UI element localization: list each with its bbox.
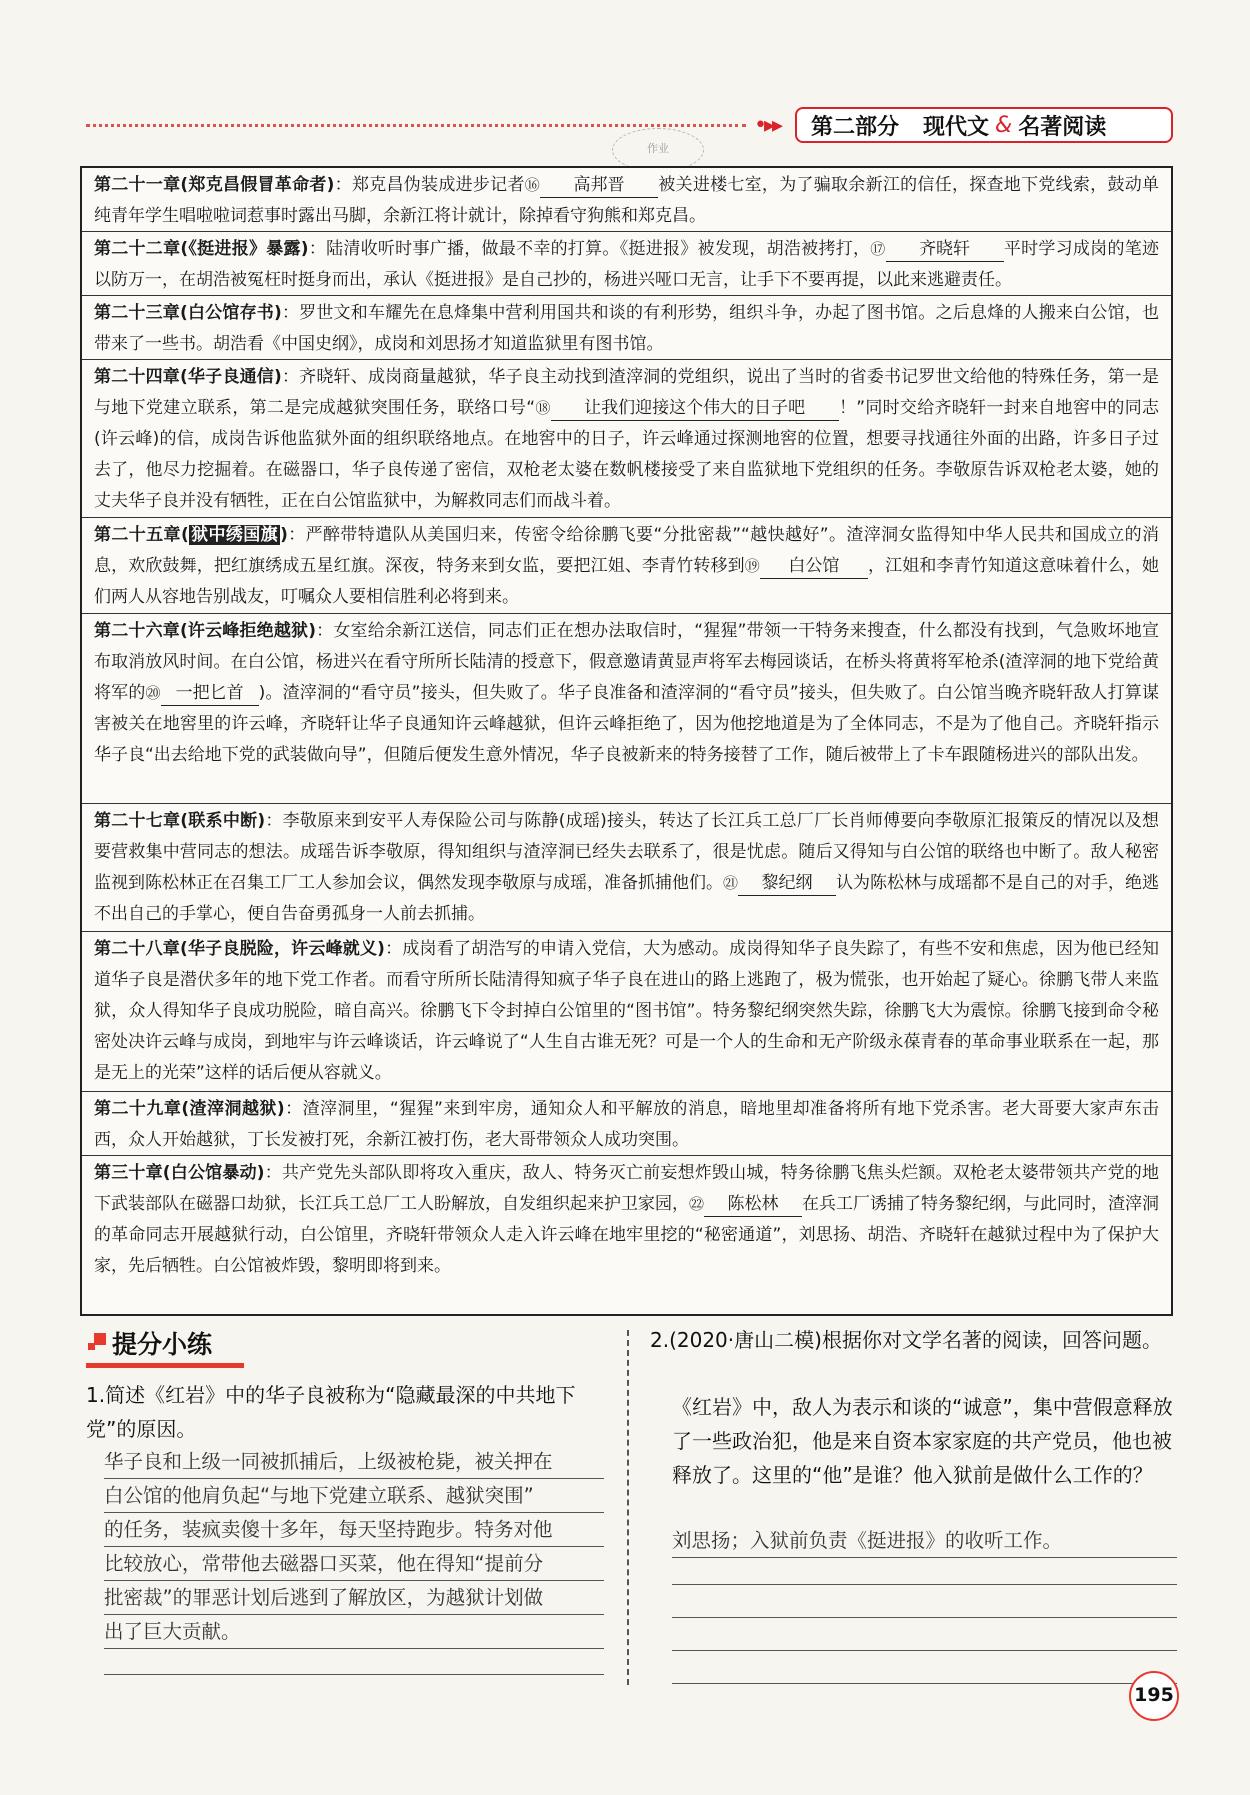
heading-square-icon	[88, 1343, 95, 1350]
chapter-title: 第二十八章(华子良脱险，许云峰就义)	[94, 939, 385, 959]
chapter-row-21: 第二十一章(郑克昌假冒革命者)：郑克昌伪装成进步记者⑯ 高邦晋 被关进楼七室，为了骗取余新江的信任，探查地下党线索，鼓动单纯青年学生唱啦啦词惹事时露出马脚，余新江将计就计，除掉看守狗熊和郑克昌。	[82, 168, 1171, 232]
answer-line: 的任务，装疯卖傻十多年，每天坚持跑步。特务对他	[104, 1513, 604, 1547]
answer-line: 比较放心，常带他去磁器口买菜，他在得知“提前分	[104, 1547, 604, 1581]
chapter-title: 第二十九章(渣滓洞越狱)	[94, 1099, 285, 1119]
chapter-row-26: 第二十六章(许云峰拒绝越狱)：女室给余新江送信，同志们正在想办法取信时，“猩猩”带领一干特务来搜查，什么都没有找到，气急败坏地宣布取消放风时间。在白公馆，杨进兴在看守所所长陆清的授意下，假意邀请黄显声将军去梅园谈话，在桥头将黄将军枪杀(渣滓洞的地下党给黄将军的⑳ 一把匕首 )。渣滓洞的“看守员”接头，但失败了。华子良准备和渣滓洞的“看守员”接头，但失败了。白公馆当晚齐晓轩敌人打算谋害被关在地窖里的许云峰，齐晓轩让华子良通知许云峰越狱，但许云峰拒绝了，因为他挖地道是为了全体同志，不是为了他自己。齐晓轩指示华子良“出去给地下党的武装做向导”，但随后便发生意外情况，华子良被新来的特务接替了工作，随后被带上了卡车跟随杨进兴的部队出发。	[82, 614, 1171, 804]
header-title-b: 名著阅读	[1018, 114, 1107, 140]
chapter-title: 第二十一章(郑克昌假冒革命者)	[94, 175, 335, 195]
header-title-a: 现代文	[923, 114, 990, 140]
chapter-row-22: 第二十二章(《挺进报》暴露)：陆清收听时事广播，做最不幸的打算。《挺进报》被发现，胡浩被拷打，⑰ 齐晓轩 平时学习成岗的笔迹以防万一，在胡浩被冤枉时挺身而出，承认《挺进报》是自己抄的，杨进兴哑口无言，让手下不要再提，以此来逃避责任。	[82, 232, 1171, 296]
watermark-stamp: 作业	[612, 128, 704, 172]
question-2-body: 《红岩》中，敌人为表示和谈的“诚意”，集中营假意释放了一些政治犯，他是来自资本家家庭的共产党员，他也被释放了。这里的“他”是谁？他入狱前是做什么工作的？	[672, 1395, 1173, 1487]
blank-answer-line[interactable]	[104, 1674, 604, 1675]
answer-2[interactable]	[672, 1524, 1177, 1558]
blank-answer-line[interactable]	[672, 1650, 1177, 1651]
answer-line: 出了巨大贡献。	[104, 1615, 604, 1649]
column-divider	[627, 1330, 629, 1685]
highlighted-title: 狱中绣国旗	[190, 525, 279, 545]
chapter-title: 第二十六章(许云峰拒绝越狱)	[94, 621, 316, 641]
chapter-row-28: 第二十八章(华子良脱险，许云峰就义)：成岗看了胡浩写的申请入党信，大为感动。成岗得知华子良失踪了，有些不安和焦虑，因为他已经知道华子良是潜伏多年的地下党工作者。而看守所所长陆清得知疯子华子良在进山的路上逃跑了，极为慌张，也开始起了疑心。徐鹏飞带人来监狱，众人得知华子良成功脱险，暗自高兴。徐鹏飞下令封掉白公馆里的“图书馆”。特务黎纪纲突然失踪，徐鹏飞大为震惊。徐鹏飞接到命令秘密处决许云峰与成岗，到地牢与许云峰谈话，许云峰说了“人生自古谁无死？可是一个人的生命和无产阶级永葆青春的革命事业联系在一起，那是无上的光荣”这样的话后便从容就义。	[82, 932, 1171, 1092]
answer-blank[interactable]: 黎纪纲	[738, 871, 836, 896]
question-2: 2.(2020·唐山二模)根据你对文学名著的阅读，回答问题。	[650, 1328, 1162, 1352]
answer-1[interactable]	[104, 1445, 604, 1649]
answer-blank[interactable]: 让我们迎接这个伟大的日子吧	[551, 396, 839, 421]
chapter-title: 第二十七章(联系中断)	[94, 811, 266, 831]
chapter-row-30: 第三十章(白公馆暴动)：共产党先头部队即将攻入重庆，敌人、特务灭亡前妄想炸毁山城，特务徐鹏飞焦头烂额。双枪老太婆带领共产党的地下武装部队在磁器口劫狱，长江兵工总厂工人盼解放，自发组织起来护卫家园，㉒ 陈松林 在兵工厂诱捕了特务黎纪纲，与此同时，渣滓洞的革命同志开展越狱行动，白公馆里，齐晓轩带领众人走入许云峰在地牢里挖的“秘密通道”，刘思扬、胡浩、齐晓轩在越狱过程中为了保护大家，先后牺牲。白公馆被炸毁，黎明即将到来。	[94, 1163, 1160, 1276]
chapter-title: 第二十二章(《挺进报》暴露)	[94, 239, 309, 259]
blank-answer-line[interactable]	[672, 1683, 1177, 1684]
answer-blank[interactable]: 高邦晋	[540, 173, 658, 198]
question-1: 1.简述《红岩》中的华子良被称为“隐藏最深的中共地下党”的原因。	[86, 1383, 576, 1441]
blank-answer-line[interactable]	[672, 1584, 1177, 1585]
answer-line: 白公馆的他肩负起“与地下党建立联系、越狱突围”	[104, 1479, 604, 1513]
answer-blank[interactable]: 陈松林	[704, 1192, 802, 1217]
header-part: 第二部分	[811, 114, 900, 140]
section-header	[795, 107, 1173, 143]
chapter-row-25: 第二十五章( 狱中绣国旗 )：严醉带特遣队从美国归来，传密令给徐鹏飞要“分批密裁”“越快越好”。渣滓洞女监得知中华人民共和国成立的消息，欢欣鼓舞，把红旗绣成五星红旗。深夜，特务来到女监，要把江姐、李青竹转移到⑲ 白公馆 ，江姐和李青竹知道这意味着什么，她们两人从容地告别战友，叮嘱众人要相信胜利必将到来。	[82, 518, 1171, 614]
chapter-row-23: 第二十三章(白公馆存书)：罗世文和车耀先在息烽集中营利用国共和谈的有利形势，组织斗争，办起了图书馆。之后息烽的人搬来白公馆，也带来了一些书。胡浩看《中国史纲》，成岗和刘思扬才知道监狱里有图书馆。	[82, 296, 1171, 360]
practice-title: 提分小练	[112, 1330, 213, 1359]
chapter-row-24: 第二十四章(华子良通信)：齐晓轩、成岗商量越狱，华子良主动找到渣滓洞的党组织，说出了当时的省委书记罗世文给他的特殊任务，第一是与地下党建立联系，第二是完成越狱突围任务，联络口号“⑱ 让我们迎接这个伟大的日子吧 ！”同时交给齐晓轩一封来自地窖中的同志(许云峰)的信，成岗告诉他监狱外面的组织联络地点。在地窖中的日子，许云峰通过探测地窖的位置，想要寻找通往外面的出路，许多日子过去了，他尽力挖掘着。在磁器口，华子良传递了密信，双枪老太婆在数帆楼接受了来自监狱地下党组织的任务。李敬原告诉双枪老太婆，她的丈夫华子良并没有牺牲，正在白公馆监狱中，为解救同志们而战斗着。	[82, 360, 1171, 518]
header-dotted-rule	[86, 124, 746, 127]
answer-line: 刘思扬；入狱前负责《挺进报》的收听工作。	[672, 1524, 1177, 1558]
header-amp: &	[995, 112, 1013, 138]
chapter-title: 第三十章(白公馆暴动)	[94, 1163, 265, 1183]
answer-blank[interactable]: 一把匕首	[161, 681, 259, 706]
chapter-title: 第二十三章(白公馆存书)	[94, 303, 282, 323]
chapter-title: 第二十四章(华子良通信)	[94, 367, 282, 387]
chapter-row-29: 第二十九章(渣滓洞越狱)：渣滓洞里，“猩猩”来到牢房，通知众人和平解放的消息，暗地里却准备将所有地下党杀害。老大哥要大家声东击西，众人开始越狱，丁长发被打死，余新江被打伤，老大哥带领众人成功突围。	[82, 1092, 1171, 1156]
chapter-row-27: 第二十七章(联系中断)：李敬原来到安平人寿保险公司与陈静(成瑶)接头，转达了长江兵工总厂厂长肖师傅要向李敬原汇报策反的情况以及想要营救集中营同志的想法。成瑶告诉李敬原，得知组织与渣滓洞已经失去联系了，很是忧虑。随后又得知与白公馆的联络也中断了。敌人秘密监视到陈松林正在召集工厂工人参加会议，偶然发现李敬原与成瑶，准备抓捕他们。㉑ 黎纪纲 认为陈松林与成瑶都不是自己的对手，绝逃不出自己的手掌心，便自告奋勇孤身一人前去抓捕。	[82, 804, 1171, 932]
chapter-summary-table	[80, 166, 1173, 1316]
answer-line: 批密裁”的罪恶计划后逃到了解放区，为越狱计划做	[104, 1581, 604, 1615]
answer-line: 华子良和上级一同被抓捕后，上级被枪毙，被关押在	[104, 1445, 604, 1479]
header-arrow-icon: •▸▸	[754, 113, 781, 138]
answer-blank[interactable]: 白公馆	[760, 554, 868, 579]
answer-blank[interactable]: 齐晓轩	[886, 237, 1004, 262]
blank-answer-line[interactable]	[672, 1617, 1177, 1618]
chapter-title: 第二十五章( 狱中绣国旗 )	[94, 525, 288, 545]
page-number: 195	[1129, 1671, 1179, 1721]
practice-heading	[86, 1323, 244, 1368]
heading-square-icon	[94, 1333, 106, 1345]
